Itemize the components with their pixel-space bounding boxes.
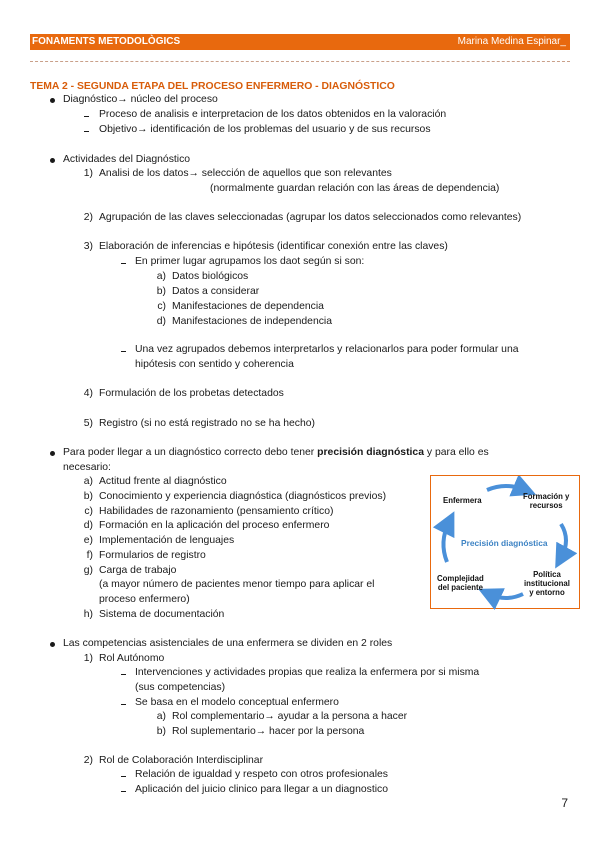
diagram-label-complejidad — [437, 574, 484, 592]
list-number: 2) — [83, 755, 93, 766]
page-number: 7 — [561, 796, 568, 810]
bullet-icon — [50, 98, 55, 103]
list-item: Elaboración de inferencias e hipótesis (identificar conexión entre las claves) — [99, 241, 448, 252]
list-item: Agrupación de las claves seleccionadas (agrupar los datos seleccionados como relevantes) — [99, 212, 522, 223]
list-item: Una vez agrupados debemos interpretarlos y relacionarlos para poder formular una — [135, 344, 519, 355]
list-item: Proceso de analisis e interpretacion de los datos obtenidos en la valoración — [99, 109, 447, 120]
dash-icon — [121, 704, 126, 705]
dash-icon — [121, 674, 126, 675]
list-item-continuation: (normalmente guardan relación con las áreas de dependencia) — [210, 183, 500, 194]
list-number: 4) — [83, 388, 93, 399]
header-course-title: FONAMENTS METODOLÒGICS — [32, 36, 181, 47]
list-number: b) — [83, 491, 93, 502]
list-number: d) — [83, 520, 93, 531]
text-run: y para ello es — [423, 447, 489, 458]
list-item: Objetivo→ identificación de los problemas del usuario y de sus recursos — [99, 124, 431, 135]
text-run: Para poder llegar a un diagnóstico correcto debo tener — [63, 447, 318, 458]
list-item: Conocimiento y experiencia diagnóstica (diagnósticos previos) — [99, 491, 387, 502]
header-author: Marina Medina Espinar_ — [457, 36, 566, 47]
list-item: Formularios de registro — [99, 550, 206, 561]
label-line: Formación y — [523, 492, 570, 501]
dash-icon — [84, 116, 89, 117]
bullet-icon — [50, 642, 55, 647]
arrow-left — [443, 522, 449, 562]
list-item: Implementación de lenguajes — [99, 535, 235, 546]
list-item: Carga de trabajo — [99, 565, 177, 576]
list-item: Datos a considerar — [172, 286, 260, 297]
list-number: d) — [156, 316, 166, 327]
list-number: a) — [156, 271, 166, 282]
dash-icon — [121, 776, 126, 777]
list-number: f) — [86, 550, 93, 561]
list-item: Intervenciones y actividades propias que realiza la enfermera por si misma — [135, 667, 480, 678]
bullet-icon — [50, 451, 55, 456]
list-item-continuation: necesario: — [63, 462, 111, 473]
list-item: Formulación de los probetas detectados — [99, 388, 284, 399]
list-number: e) — [83, 535, 93, 546]
list-number: b) — [156, 286, 166, 297]
bold-term: precisión diagnóstica — [317, 447, 424, 458]
list-number: b) — [156, 726, 166, 737]
list-item: Manifestaciones de independencia — [172, 316, 333, 327]
label-line: del paciente — [437, 583, 483, 592]
bullet-actividades: Actividades del Diagnóstico — [63, 154, 191, 165]
arrow-bottom — [489, 594, 523, 598]
dash-icon — [121, 263, 126, 264]
list-number: c) — [84, 506, 93, 517]
list-item: Rol Autónomo — [99, 653, 165, 664]
label-line: recursos — [529, 501, 563, 510]
list-item: Aplicación del juicio clinico para llegar a un diagnostico — [135, 784, 388, 795]
header-divider — [30, 61, 570, 62]
precision-diagram — [430, 475, 580, 609]
list-number: 1) — [83, 168, 93, 179]
list-number: g) — [83, 565, 93, 576]
bullet-diagnostico: Diagnóstico→ núcleo del proceso — [63, 94, 218, 105]
list-item: Sistema de documentación — [99, 609, 225, 620]
dash-icon — [84, 131, 89, 132]
list-number: a) — [83, 476, 93, 487]
list-number: 1) — [83, 653, 93, 664]
list-item: Habilidades de razonamiento (pensamiento crítico) — [99, 506, 334, 517]
list-item: Datos biológicos — [172, 271, 249, 282]
list-item: Actitud frente al diagnóstico — [99, 476, 227, 487]
list-item-continuation: (sus competencias) — [135, 682, 226, 693]
diagram-center-label: Precisión diagnóstica — [461, 538, 548, 548]
diagram-label-formacion — [523, 492, 569, 510]
list-number: a) — [156, 711, 166, 722]
dash-icon — [121, 791, 126, 792]
label-line: Complejidad — [437, 574, 484, 583]
bullet-icon — [50, 158, 55, 163]
list-item-continuation: (a mayor número de pacientes menor tiempo para aplicar el — [99, 579, 375, 590]
page-header — [30, 34, 570, 50]
label-line: Política — [533, 570, 561, 579]
dash-icon — [121, 351, 126, 352]
diagram-label-politica — [524, 570, 570, 597]
list-number: 3) — [83, 241, 93, 252]
diagram-label-enfermera: Enfermera — [443, 496, 482, 505]
arrow-right — [561, 524, 566, 558]
section-title: TEMA 2 - SEGUNDA ETAPA DEL PROCESO ENFERMERO - DIAGNÓSTICO — [30, 81, 395, 92]
bullet-competencias: Las competencias asistenciales de una enfermera se dividen en 2 roles — [63, 638, 393, 649]
list-number: c) — [157, 301, 166, 312]
list-item: Relación de igualdad y respeto con otros profesionales — [135, 769, 388, 780]
list-item: Analisi de los datos→ selección de aquellos que son relevantes — [99, 168, 392, 179]
list-item: Se basa en el modelo conceptual enfermero — [135, 697, 339, 708]
label-line: institucional — [524, 579, 570, 588]
list-item-continuation: proceso enfermero) — [99, 594, 190, 605]
list-item: En primer lugar agrupamos los daot según si son: — [135, 256, 365, 267]
list-item: Rol complementario→ ayudar a la persona a hacer — [172, 711, 408, 722]
list-item: Manifestaciones de dependencia — [172, 301, 324, 312]
bullet-precision — [63, 446, 489, 461]
list-item: Rol suplementario→ hacer por la persona — [172, 726, 365, 737]
list-number: 2) — [83, 212, 93, 223]
list-item-continuation: hipótesis con sentido y coherencia — [135, 359, 294, 370]
label-line: y entorno — [529, 588, 565, 597]
list-number: 5) — [83, 418, 93, 429]
list-item: Rol de Colaboración Interdisciplinar — [99, 755, 264, 766]
list-item: Formación en la aplicación del proceso enfermero — [99, 520, 330, 531]
arrow-top — [487, 486, 525, 490]
list-number: h) — [83, 609, 93, 620]
list-item: Registro (si no está registrado no se ha hecho) — [99, 418, 316, 429]
